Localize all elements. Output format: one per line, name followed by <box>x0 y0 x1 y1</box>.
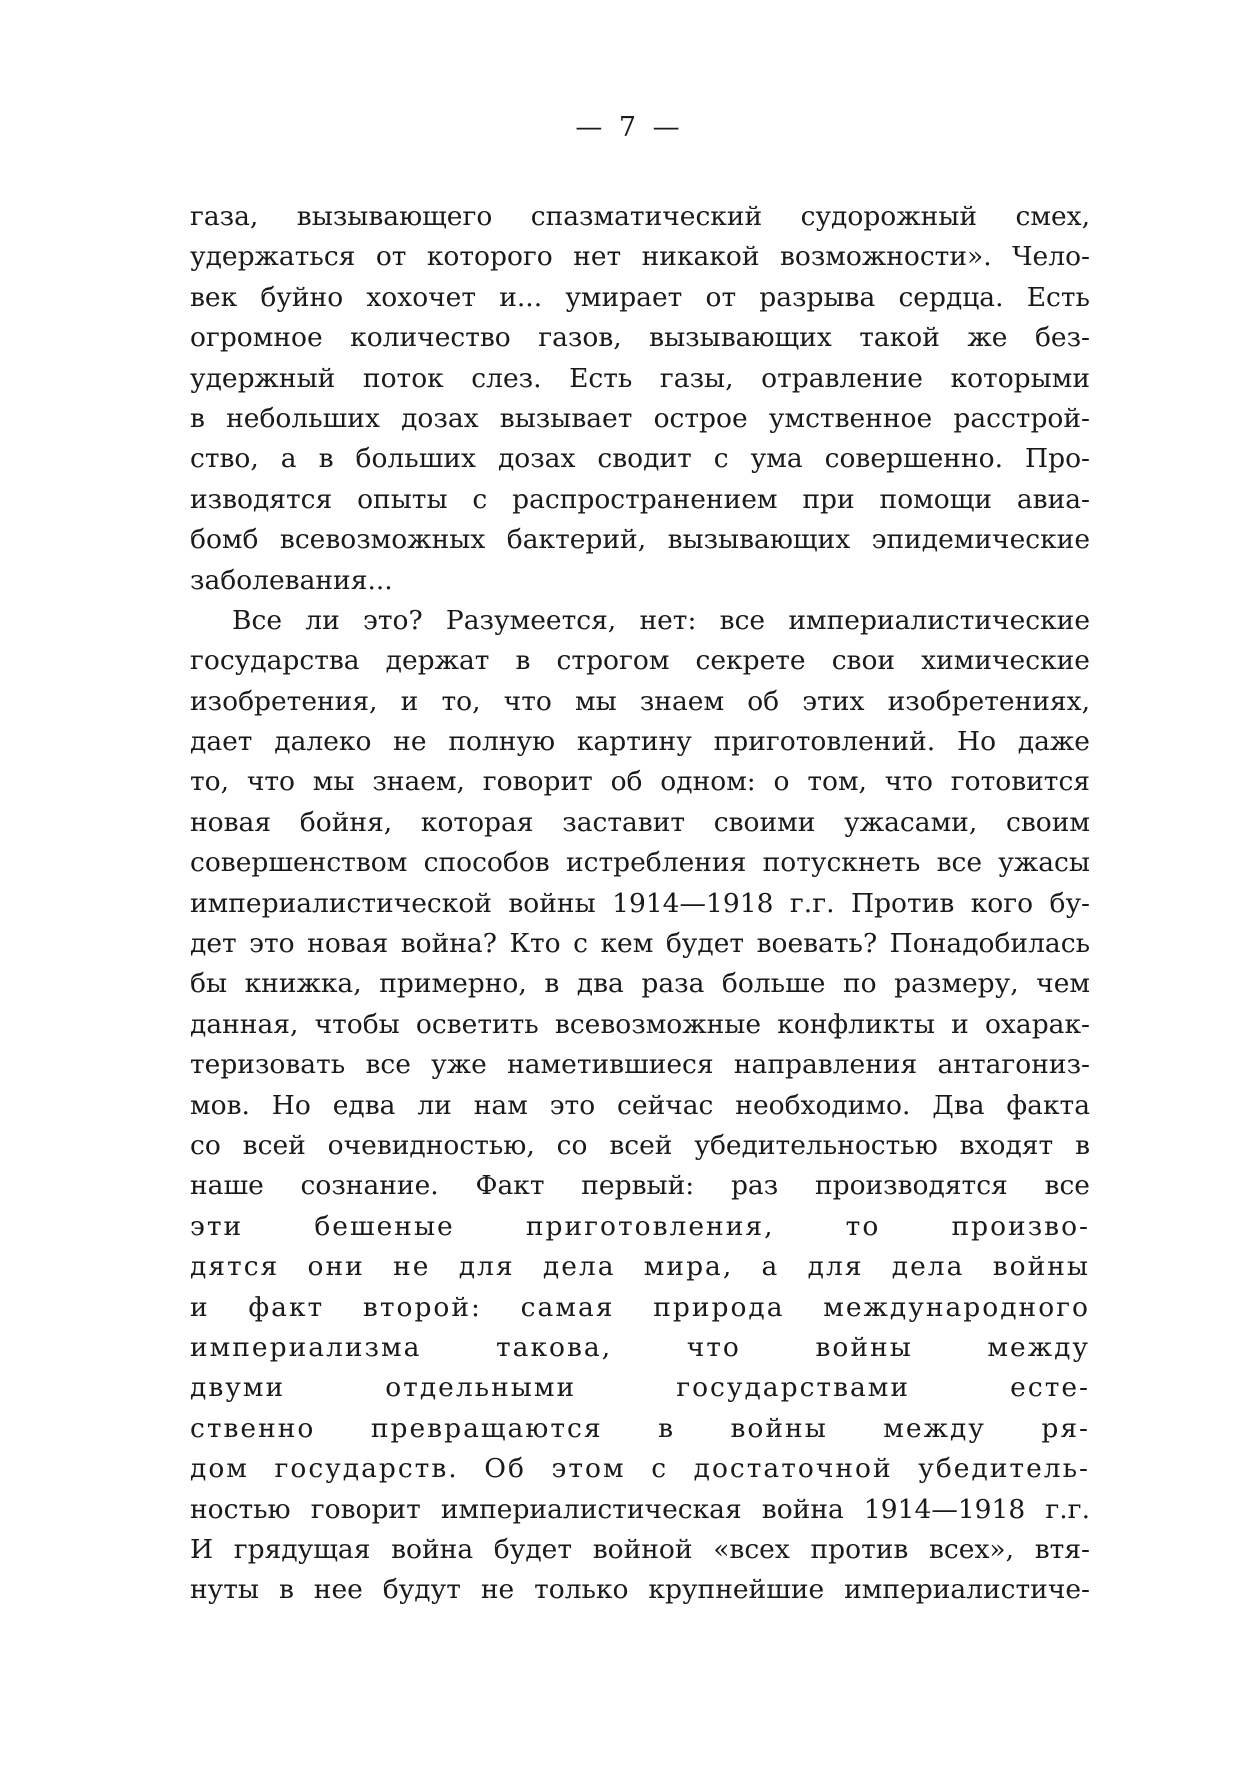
text-line: удержаться от которого нет никакой возможности». Чело- <box>190 241 1090 273</box>
text-line: И грядущая война будет войной «всех против всех», втя- <box>190 1533 1090 1565</box>
text-line-spaced: ственно превращаются в войны между ря- <box>190 1412 1090 1444</box>
text-line: ство, а в больших дозах сводит с ума совершенно. Про- <box>190 443 1090 475</box>
text-line: то, что мы знаем, говорит об одном: о том, что готовится <box>190 766 1090 798</box>
text-line-spaced: эти бешеные приготовления, то произво- <box>190 1210 1090 1242</box>
text-line: империалистической войны 1914—1918 г.г. Против кого бу- <box>190 887 1090 919</box>
text-line-spaced: дом государств. Об этом с достаточной убедитель- <box>190 1453 1090 1485</box>
text-line: совершенством способов истребления потускнеть все ужасы <box>190 847 1090 879</box>
body-text <box>190 197 1090 1611</box>
paragraph-start-line: Все ли это? Разумеется, нет: все империалистические <box>232 604 1090 636</box>
text-line: данная, чтобы осветить всевозможные конфликты и охарак- <box>190 1008 1090 1040</box>
text-line: наше сознание. Факт первый: раз производятся все <box>190 1170 1090 1202</box>
text-line: бы книжка, примерно, в два раза больше по размеру, чем <box>190 968 1090 1000</box>
text-line: изобретения, и то, что мы знаем об этих изобретениях, <box>190 685 1090 717</box>
paragraph-end-line: заболевания... <box>190 564 393 596</box>
text-line: со всей очевидностью, со всей убедительностью входят в <box>190 1129 1090 1161</box>
text-line-spaced: империализма такова, что войны между <box>190 1331 1090 1363</box>
text-line-spaced: и факт второй: самая природа международного <box>190 1291 1090 1323</box>
text-line: изводятся опыты с распространением при помощи авиа- <box>190 483 1090 515</box>
page-number: — 7 — <box>575 112 684 143</box>
text-line: мов. Но едва ли нам это сейчас необходимо. Два факта <box>190 1089 1090 1121</box>
text-line: теризовать все уже наметившиеся направления антагониз- <box>190 1049 1090 1081</box>
text-line: в небольших дозах вызывает острое умственное расстрой- <box>190 402 1090 434</box>
text-line-spaced: дятся они не для дела мира, а для дела войны <box>190 1251 1090 1283</box>
text-line: огромное количество газов, вызывающих такой же без- <box>190 322 1090 354</box>
text-line: дает далеко не полную картину приготовлений. Но даже <box>190 726 1090 758</box>
text-line: газа, вызывающего спазматический судорожный смех, <box>190 201 1090 232</box>
text-line: нуты в нее будут не только крупнейшие империалистиче- <box>190 1574 1090 1606</box>
text-line: ностью говорит империалистическая война 1914—1918 г.г. <box>190 1493 1090 1525</box>
text-line: дет это новая война? Кто с кем будет воевать? Понадобилась <box>190 928 1090 960</box>
text-line: век буйно хохочет и... умирает от разрыва сердца. Есть <box>190 281 1090 313</box>
text-line: новая бойня, которая заставит своими ужасами, своим <box>190 806 1090 838</box>
text-line-spaced: двуми отдельными государствами есте- <box>190 1372 1090 1404</box>
text-line: государства держат в строгом секрете свои химические <box>190 645 1090 677</box>
text-line: удержный поток слез. Есть газы, отравление которыми <box>190 362 1090 394</box>
text-line: бомб всевозможных бактерий, вызывающих эпидемические <box>190 524 1090 556</box>
